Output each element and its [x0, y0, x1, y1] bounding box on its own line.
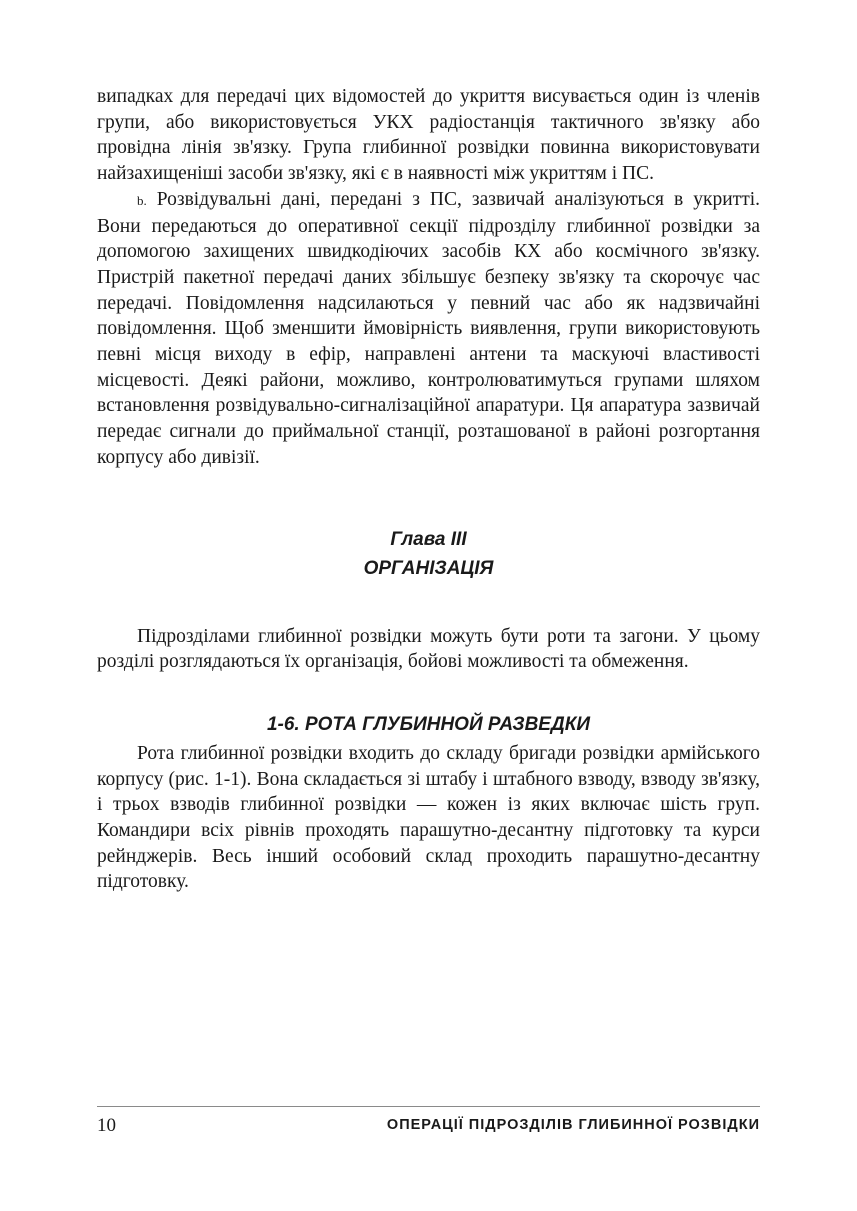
paragraph-b-text: Розвідувальні дані, передані з ПС, зазвичай аналізуються в укритті. Вони передаються до оперативної секції підрозділу глибинної розвідки за допомогою захищених швидкодіючих засобів КХ або космічного зв'язку. Пристрій пакетної передачі даних збільшує безпеку зв'язку та скорочує час передачі. Повідомлення надсилаються у певний час або як надзвичайні повідомлення. Щоб зменшити ймовірність виявлення, групи використовують певні місця виходу в ефір, направлені антени та маскуючі властивості місцевості. Деякі райони, можливо, контролюватимуться групами шляхом встановлення розвідувально-сигналізаційної апаратури. Ця апаратура зазвичай передає сигнали до приймальної станції, розташованої в районі розгортання корпусу або дивізії.: [97, 188, 761, 468]
section-paragraph: Рота глибинної розвідки входить до складу бригади розвідки армійського корпусу (рис. 1-1). Вона складається зі штабу і штабного взводу, взводу зв'язку, і трьох взводів глибинної розвідки — кожен із яких включає шість груп. Командири всіх рівнів проходять парашутно-десантну підготовку та курси рейнджерів. Весь інший особовий склад проходить парашутно-десантну підготовку.: [97, 742, 760, 893]
page-footer: [97, 1106, 760, 1147]
running-title: ОПЕРАЦІЇ ПІДРОЗДІЛІВ ГЛИБИННОЇ РОЗВІДКИ: [386, 1117, 760, 1133]
paragraph-b-marker: b.: [137, 192, 147, 208]
section-title: 1-6. РОТА ГЛУБИННОЙ РАЗВЕДКИ: [266, 713, 591, 735]
paragraph-b: [97, 187, 760, 471]
paragraph-continued: випадках для передачі цих відомостей до укриття висувається один із членів групи, або використовується УКХ радіостанція тактичного зв'язку або провідна лінія зв'язку. Група глибинної розвідки повинна використовувати найзахищеніші засоби зв'язку, які є в наявності між укриттям і ПС.: [97, 86, 760, 185]
page-number: 10: [97, 1115, 116, 1136]
page-content: [97, 84, 760, 895]
chapter-number: Глава III: [390, 528, 467, 550]
chapter-intro: Підрозділами глибинної розвідки можуть бути роти та загони. У цьому розділі розглядаються їх організація, бойові можливості та обмеження.: [97, 625, 760, 673]
chapter-heading: [97, 525, 760, 583]
chapter-title: ОРГАНІЗАЦІЯ: [363, 557, 494, 579]
